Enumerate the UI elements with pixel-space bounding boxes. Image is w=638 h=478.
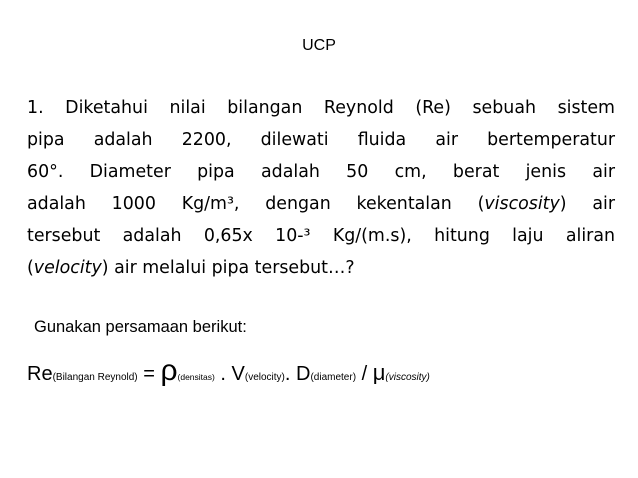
question-line — [27, 220, 615, 252]
question-line — [27, 188, 615, 220]
question-line-text: 60°. Diameter pipa adalah 50 cm, berat jenis air — [27, 162, 615, 182]
question-text — [27, 92, 615, 284]
formula-d-sub: (diameter) — [310, 372, 357, 383]
formula-v-sub: (velocity) — [244, 372, 285, 383]
formula-equals: = — [137, 363, 161, 385]
formula-dot: . — [284, 363, 296, 385]
formula-d: D — [296, 363, 311, 385]
question-line-text: ) air — [559, 194, 615, 214]
question-line — [27, 92, 615, 124]
instruction-text: Gunakan persamaan berikut: — [34, 318, 247, 336]
formula-rho-sub: (densitas) — [177, 372, 215, 382]
question-line-text: tersebut adalah 0,65x 10-³ Kg/(m.s), hitung laju aliran — [27, 226, 615, 246]
question-line-text: ) air melalui pipa tersebut…? — [101, 258, 355, 278]
question-line — [27, 156, 615, 188]
formula-mu-sub: (viscosity) — [385, 372, 430, 383]
formula-re: Re — [27, 363, 53, 385]
velocity-term: velocity — [33, 258, 102, 278]
question-line-text: adalah 1000 Kg/m³, dengan kekentalan ( — [27, 194, 485, 214]
slide-title: UCP — [302, 37, 336, 54]
formula-slash: / — [356, 363, 373, 385]
formula-rho: ρ — [160, 354, 178, 387]
formula-mu: μ — [372, 360, 386, 385]
question-line-text: 1. Diketahui nilai bilangan Reynold (Re) sebuah sistem — [27, 98, 615, 118]
formula-dot: . — [214, 363, 232, 385]
question-line-text: ( — [27, 258, 34, 278]
formula-v: V — [231, 363, 245, 385]
formula-re-sub: (Bilangan Reynold) — [52, 372, 138, 383]
question-line — [27, 252, 615, 284]
question-line — [27, 124, 615, 156]
question-line-text: pipa adalah 2200, dilewati fluida air bertemperatur — [27, 130, 615, 150]
reynolds-formula — [27, 354, 627, 387]
viscosity-term: viscosity — [484, 194, 560, 214]
